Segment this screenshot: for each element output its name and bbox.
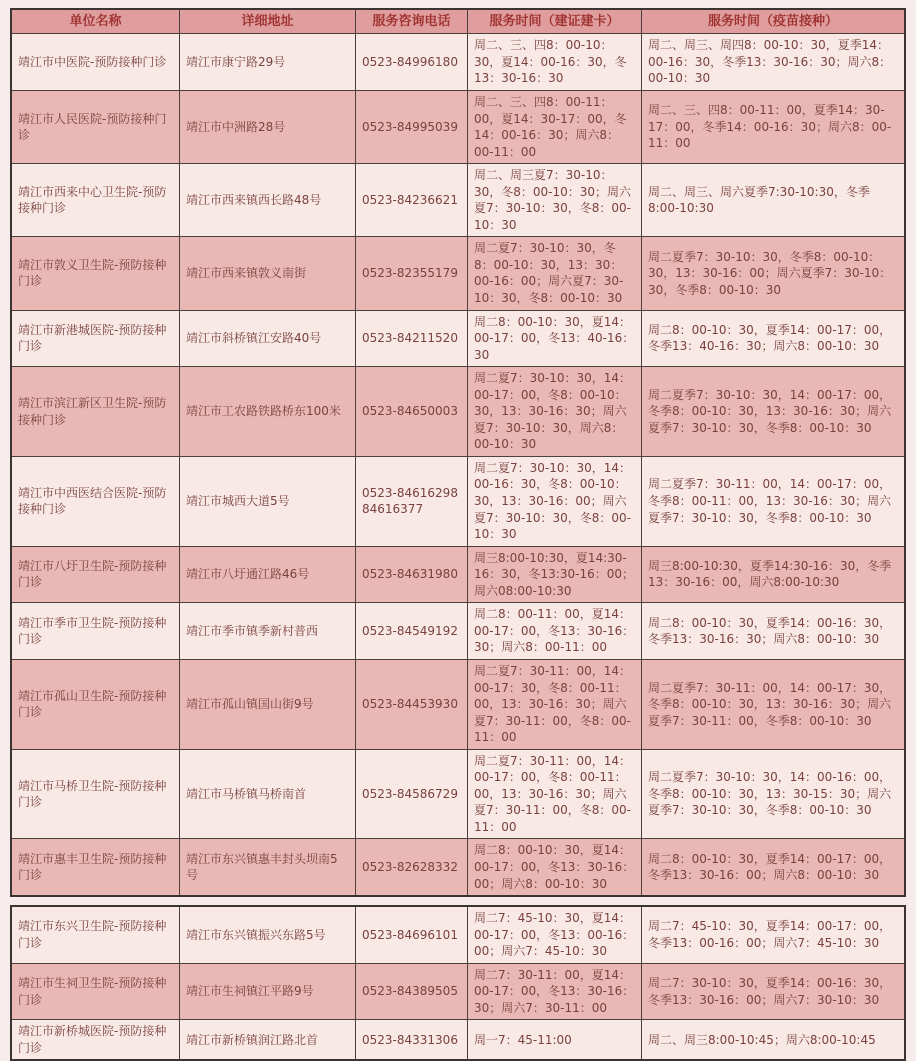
unit-name-cell: 靖江市孤山卫生院-预防接种门诊 [12,660,180,749]
table-row [12,91,904,164]
hours-vaccine-cell: 周二、周三、周六夏季7:30-10:30，冬季8:00-10:30 [648,184,870,216]
hours-card-cell: 周三8:00-10:30，夏14:30-16：30，冬13:30-16：00；周六08:00-10:30 [468,547,642,603]
table-row [12,660,904,750]
phone-cell: 0523-82355179 [356,237,468,309]
hours-card-cell: 周二夏7：30-10：30，14：00-16：30，冬8：00-10：30，13：30-16：00；周六夏7：30-10：30，冬8：00-10：30 [468,457,642,546]
hours-card-cell: 周二8：00-10：30，夏14：00-17：00，冬13：40-16：30 [468,311,642,367]
address-cell: 靖江市孤山镇国山街9号 [180,660,356,749]
hours-vaccine-cell: 周二夏季7：30-10：30，14：00-16：00，冬季8：00-10：30，13：30-15：30；周六夏季7：30-10：30，冬季8：00-10：30 [648,770,892,818]
hours-card-cell: 周一7：45-11:00 [468,1020,642,1059]
hours-vaccine-cell: 周二夏季7：30-10：30，冬季8：00-10：30，13：30-16：00；周六夏季7：30-10：30，冬季8：00-10：30 [648,249,892,297]
address-cell: 靖江市东兴镇振兴东路5号 [180,907,356,963]
table-row [12,907,904,964]
phone-cell: 0523-84389505 [356,964,468,1020]
hours-vaccine-cell: 周二、三、四8：00-11：00，夏季14：30-17：00，冬季14：00-16：30；周六8：00-11：00 [648,103,892,151]
phone-cell: 0523-84211520 [356,311,468,367]
phone-cell: 0523-84650003 [356,367,468,456]
unit-name-cell: 靖江市新港城医院-预防接种门诊 [12,311,180,367]
unit-name-cell: 靖江市季市卫生院-预防接种门诊 [12,603,180,659]
clinic-table-secondary [10,905,906,1061]
unit-name-cell: 靖江市新桥城医院-预防接种门诊 [12,1020,180,1059]
address-cell: 靖江市季市镇季新村普西 [180,603,356,659]
header-cell-unit-name: 单位名称 [12,10,180,33]
phone-cell: 0523-84549192 [356,603,468,659]
table-row [12,1020,904,1059]
hours-vaccine-cell: 周二8：00-10：30，夏季14：00-17：00，冬季13：40-16：30；周六8：00-10：30 [648,322,892,354]
phone-cell: 0523-84453930 [356,660,468,749]
unit-name-cell: 靖江市八圩卫生院-预防接种门诊 [12,547,180,603]
table-row [12,964,904,1021]
table-row [12,311,904,368]
hours-vaccine-cell: 周二、周三、周四8：00-10：30，夏季14：00-16：30，冬季13：30-16：30；周六8：00-10：30 [648,38,892,86]
hours-vaccine-cell: 周二夏季7：30-11：00，14：00-17：00，冬季8：00-11：00，13：30-16：30；周六夏季7：30-10：30，冬季8：00-10：30 [648,477,892,525]
hours-vaccine-cell: 周三8:00-10:30，夏季14:30-16：30，冬季13：30-16：00，周六8:00-10:30 [648,558,892,590]
header-cell-hours-vaccine: 服务时间（疫苗接种） [707,13,838,29]
address-cell: 靖江市康宁路29号 [180,34,356,90]
hours-vaccine-cell: 周二8：00-10：30，夏季14：00-17：00，冬季13：30-16：00；周六8：00-10：30 [648,851,892,883]
phone-cell: 0523-84696101 [356,907,468,963]
hours-vaccine-cell: 周二夏季7：30-11：00，14：00-17：30，冬季8：00-10：30，13：30-16：30；周六夏季7：30-11：00，冬季8：00-10：30 [648,680,892,728]
table-row [12,34,904,91]
address-cell: 靖江市新桥镇润江路北首 [180,1020,356,1059]
header-cell-hours-card: 服务时间（建证建卡） [468,10,642,33]
table-header-row [12,10,904,34]
table-row [12,457,904,547]
phone-cell: 0523-84586729 [356,750,468,839]
address-cell: 靖江市斜桥镇江安路40号 [180,311,356,367]
hours-card-cell: 周二夏7：30-10：30，14：00-17：00，冬8：00-10：30，13：30-16：30；周六夏7：30-10：30，周六8：00-10：30 [468,367,642,456]
unit-name-cell: 靖江市惠丰卫生院-预防接种门诊 [12,839,180,895]
address-cell: 靖江市中洲路28号 [180,91,356,163]
table-row [12,237,904,310]
header-cell-phone: 服务咨询电话 [356,10,468,33]
hours-vaccine-cell: 周二夏季7：30-10：30，14：00-17：00，冬季8：00-10：30，13：30-16：30；周六夏季7：30-10：30，冬季8：00-10：30 [648,387,892,435]
table-row [12,603,904,660]
clinic-table-main [10,8,906,897]
phone-cell: 0523-82628332 [356,839,468,895]
hours-card-cell: 周二、三、四8：00-10：30，夏14：00-16：30，冬13：30-16：30 [468,34,642,90]
hours-card-cell: 周二夏7：30-11：00，14：00-17：00，冬8：00-11：00，13：30-16：30；周六夏7：30-11：00，冬8：00-11：00 [468,750,642,839]
phone-cell: 0523-84995039 [356,91,468,163]
unit-name-cell: 靖江市生祠卫生院-预防接种门诊 [12,964,180,1020]
unit-name-cell: 靖江市中医院-预防接种门诊 [12,34,180,90]
table-row [12,164,904,237]
table-row [12,839,904,895]
hours-card-cell: 周二夏7：30-10：30，冬8：00-10：30，13：30：00-16：00；周六夏7：30-10：30，冬8：00-10：30 [468,237,642,309]
address-cell: 靖江市东兴镇惠丰封头坝南5号 [180,839,356,895]
hours-vaccine-cell: 周二7：30-10：30，夏季14：00-16：30，冬季13：30-16：00；周六7：30-10：30 [648,975,892,1007]
address-cell: 靖江市马桥镇马桥南首 [180,750,356,839]
table-row [12,367,904,457]
hours-card-cell: 周二8：00-10：30，夏14：00-17：00，冬13：30-16：00；周六8：00-10：30 [468,839,642,895]
phone-cell: 0523-84236621 [356,164,468,236]
address-cell: 靖江市西来镇西长路48号 [180,164,356,236]
hours-card-cell: 周二8：00-11：00，夏14：00-17：00，冬13：30-16：30；周六8：00-11：00 [468,603,642,659]
address-cell: 靖江市八圩通江路46号 [180,547,356,603]
unit-name-cell: 靖江市东兴卫生院-预防接种门诊 [12,907,180,963]
address-cell: 靖江市工农路铁路桥东100米 [180,367,356,456]
hours-card-cell: 周二夏7：30-11：00，14：00-17：30，冬8：00-11：00，13：30-16：30；周六夏7：30-11：00，冬8：00-11：00 [468,660,642,749]
unit-name-cell: 靖江市西来中心卫生院-预防接种门诊 [12,164,180,236]
phone-cell: 0523-84996180 [356,34,468,90]
phone-cell: 0523-84631980 [356,547,468,603]
hours-card-cell: 周二、周三夏7：30-10：30，冬8：00-10：30；周六夏7：30-10：30，冬8：00-10：30 [468,164,642,236]
hours-vaccine-cell: 周二7：45-10：30，夏季14：00-17：00，冬季13：00-16：00；周六7：45-10：30 [648,919,892,950]
hours-vaccine-cell: 周二8：00-10：30，夏季14：00-16：30，冬季13：30-16：30；周六8：00-10：30 [648,615,892,647]
unit-name-cell: 靖江市人民医院-预防接种门诊 [12,91,180,163]
table-row [12,750,904,840]
table-row [12,547,904,604]
phone-cell: 0523-84331306 [356,1020,468,1059]
address-cell: 靖江市城西大道5号 [180,457,356,546]
unit-name-cell: 靖江市中西医结合医院-预防接种门诊 [12,457,180,546]
header-cell-address: 详细地址 [180,10,356,33]
unit-name-cell: 靖江市敦义卫生院-预防接种门诊 [12,237,180,309]
unit-name-cell: 靖江市滨江新区卫生院-预防接种门诊 [12,367,180,456]
hours-card-cell: 周二、三、四8：00-11：00，夏14：30-17：00，冬14：00-16：30；周六8：00-11：00 [468,91,642,163]
hours-card-cell: 周二7：45-10：30，夏14：00-17：00，冬13：00-16：00；周六7：45-10：30 [468,907,642,963]
phone-cell: 0523-84616298 84616377 [356,457,468,546]
address-cell: 靖江市西来镇敦义南街 [180,237,356,309]
hours-vaccine-cell: 周二、周三8:00-10:45；周六8:00-10:45 [648,1032,876,1047]
hours-card-cell: 周二7：30-11：00，夏14：00-17：00，冬13：30-16：30；周六7：30-11：00 [468,964,642,1020]
unit-name-cell: 靖江市马桥卫生院-预防接种门诊 [12,750,180,839]
address-cell: 靖江市生祠镇江平路9号 [180,964,356,1020]
